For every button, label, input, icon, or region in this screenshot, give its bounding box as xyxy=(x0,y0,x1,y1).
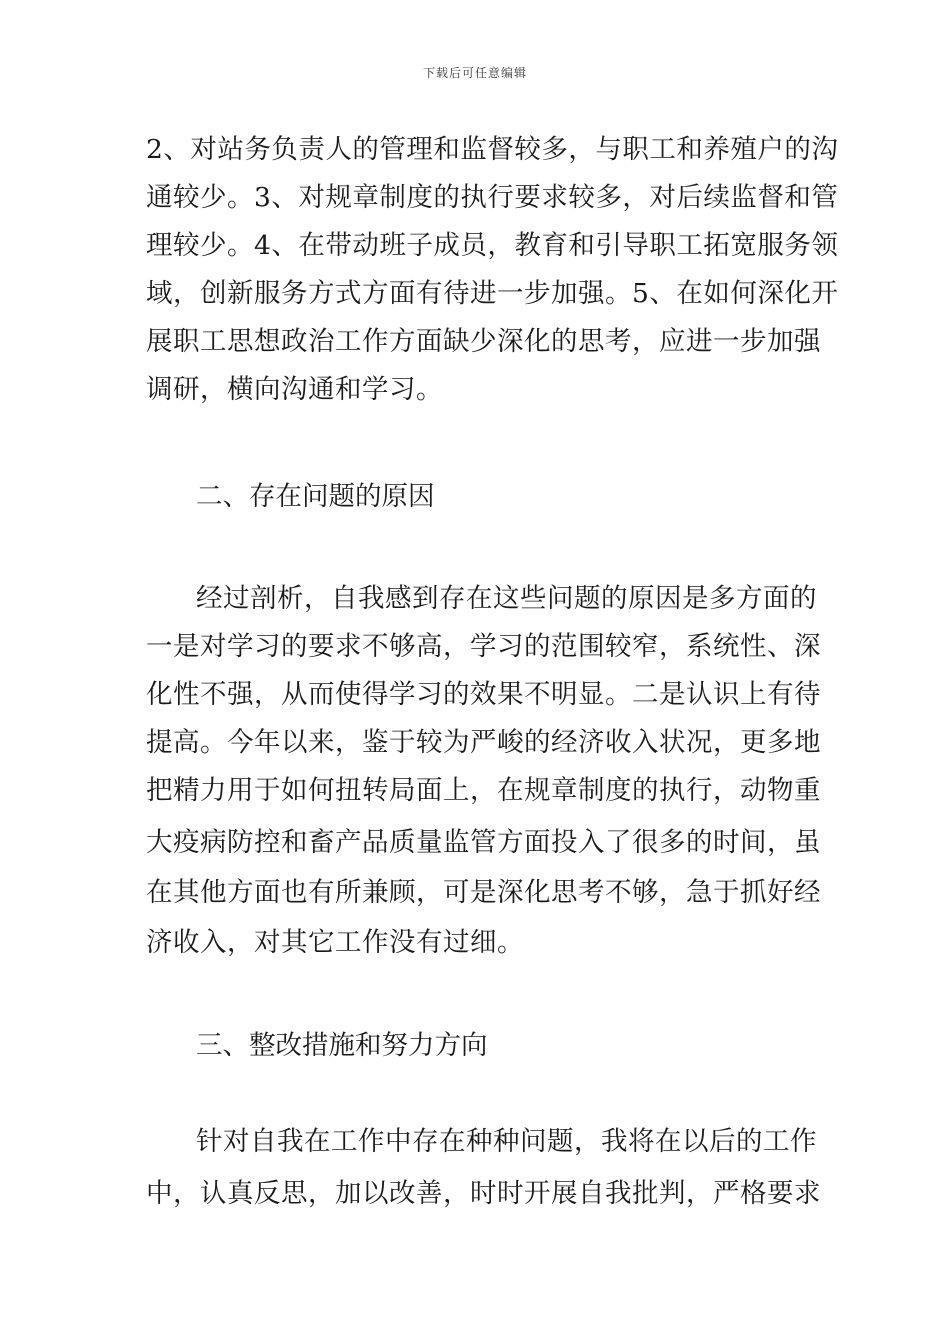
paragraph3-line-2: 中，认真反思，加以改善，时时开展自我批判，严格要求 xyxy=(146,1178,821,1209)
paragraph2-line-8: 济收入，对其它工作没有过细。 xyxy=(146,927,524,958)
paragraph2-line-6: 大疫病防控和畜产品质量监管方面投入了很多的时间，虽 xyxy=(146,827,821,858)
paragraph2-line-4: 提高。今年以来，鉴于较为严峻的经济收入状况，更多地 xyxy=(146,727,821,758)
page-header-note: 下载后可任意编辑 xyxy=(422,66,527,80)
paragraph1-line-2: 通较少。3、对规章制度的执行要求较多，对后续监督和管 xyxy=(146,182,839,213)
paragraph1-line-5: 展职工思想政治工作方面缺少深化的思考，应进一步加强 xyxy=(146,326,821,357)
paragraph2-line-3: 化性不强，从而使得学习的效果不明显。二是认识上有待 xyxy=(146,679,821,710)
paragraph1-line-3: 理较少。4、在带动班子成员，教育和引导职工拓宽服务领 xyxy=(146,230,839,261)
paragraph3-line-1: 针对自我在工作中存在种种问题，我将在以后的工作 xyxy=(196,1126,817,1157)
paragraph1-line-4: 域，创新服务方式方面有待进一步加强。5、在如何深化开 xyxy=(146,278,839,309)
paragraph2-line-2: 一是对学习的要求不够高，学习的范围较窄，系统性、深 xyxy=(146,631,821,662)
paragraph1-line-6: 调研，横向沟通和学习。 xyxy=(146,374,443,405)
section3-heading: 三、整改措施和努力方向 xyxy=(196,1030,488,1061)
paragraph2-line-1: 经过剖析，自我感到存在这些问题的原因是多方面的 xyxy=(196,583,817,614)
paragraph1-line-1: 2、对站务负责人的管理和监督较多，与职工和养殖户的沟 xyxy=(146,134,839,165)
section2-heading: 二、存在问题的原因 xyxy=(196,481,435,512)
paragraph2-line-5: 把精力用于如何扭转局面上，在规章制度的执行，动物重 xyxy=(146,775,821,806)
paragraph2-line-7: 在其他方面也有所兼顾，可是深化思考不够，急于抓好经 xyxy=(146,877,821,908)
